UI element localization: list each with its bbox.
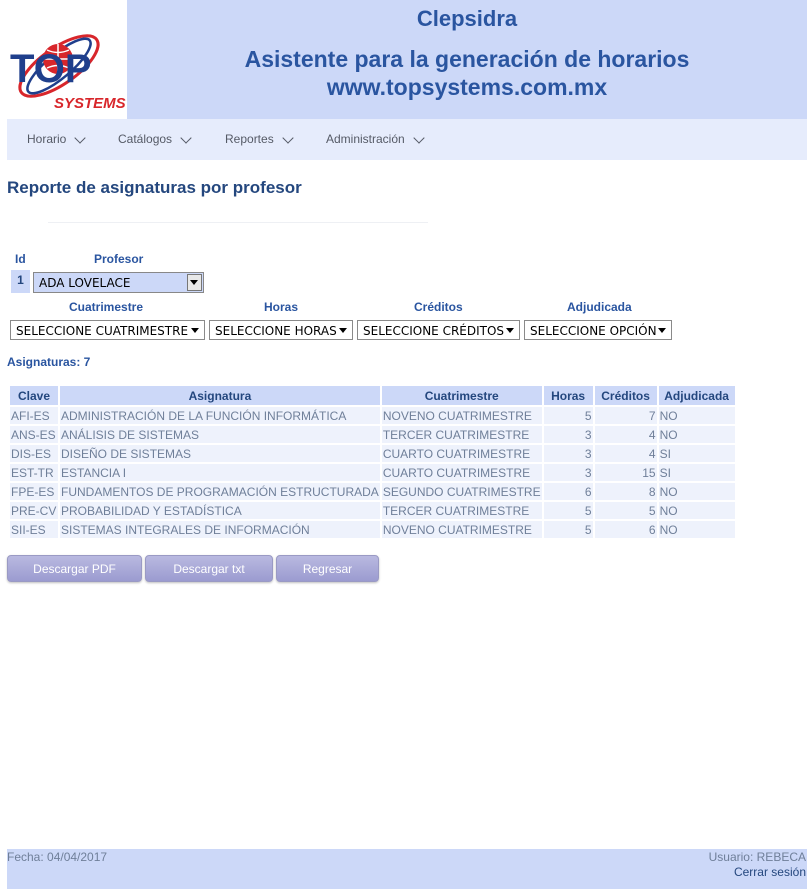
download-pdf-button[interactable]: Descargar PDF <box>7 555 142 582</box>
table-row <box>10 407 735 424</box>
profesor-id-value: 1 <box>11 270 30 293</box>
caret-down-icon <box>506 328 514 333</box>
cell-clave: SII-ES <box>10 521 58 538</box>
cell-adjudicada: NO <box>659 483 735 500</box>
cell-cuatrimestre: NOVENO CUATRIMESTRE <box>382 521 542 538</box>
cell-cuatrimestre: CUARTO CUATRIMESTRE <box>382 464 542 481</box>
svg-text:TOP: TOP <box>10 47 92 91</box>
cell-creditos: 5 <box>595 502 657 519</box>
asignaturas-count: Asignaturas: 7 <box>7 355 91 369</box>
cell-clave: AFI-ES <box>10 407 58 424</box>
nav-catalogos[interactable]: Catálogos <box>118 132 190 146</box>
cell-asignatura: SISTEMAS INTEGRALES DE INFORMACIÓN <box>60 521 380 538</box>
cell-cuatrimestre: TERCER CUATRIMESTRE <box>382 502 542 519</box>
cuatrimestre-select[interactable]: SELECCIONE CUATRIMESTRE <box>10 320 205 340</box>
cell-adjudicada: NO <box>659 426 735 443</box>
col-creditos: Créditos <box>595 386 657 405</box>
website-url: www.topsystems.com.mx <box>326 74 608 100</box>
profesor-dropdown-button[interactable] <box>187 274 202 291</box>
cell-creditos: 15 <box>595 464 657 481</box>
cell-adjudicada: NO <box>659 502 735 519</box>
app-title: Clepsidra <box>416 6 518 31</box>
subtitle-line-1: Asistente para la generación de horarios <box>244 46 690 72</box>
logout-link[interactable]: Cerrar sesión <box>733 865 806 879</box>
cell-adjudicada: NO <box>659 521 735 538</box>
cell-horas: 3 <box>544 464 593 481</box>
cell-asignatura: FUNDAMENTOS DE PROGRAMACIÓN ESTRUCTURADA <box>61 484 379 499</box>
nav-horario[interactable]: Horario <box>27 132 84 146</box>
cell-creditos: 6 <box>595 521 657 538</box>
cell-adjudicada: NO <box>659 407 735 424</box>
cell-asignatura: DISEÑO DE SISTEMAS <box>60 445 380 462</box>
cell-cuatrimestre: CUARTO CUATRIMESTRE <box>382 445 542 462</box>
creditos-label: Créditos <box>414 300 463 314</box>
cell-creditos: 4 <box>595 426 657 443</box>
cell-clave: ANS-ES <box>10 426 58 443</box>
cell-horas: 5 <box>544 407 593 424</box>
footer-user: Usuario: REBECA <box>708 850 806 864</box>
nav-reportes[interactable]: Reportes <box>225 132 292 146</box>
cell-clave: DIS-ES <box>10 445 58 462</box>
svg-text:SYSTEMS: SYSTEMS <box>54 95 126 112</box>
nav-administracion[interactable]: Administración <box>326 132 423 146</box>
cell-clave: PRE-CV <box>11 503 57 518</box>
chevron-down-icon <box>75 132 86 143</box>
table-row <box>10 445 735 462</box>
cell-clave: FPE-ES <box>10 483 58 500</box>
chevron-down-icon <box>413 132 424 143</box>
main-nav <box>7 119 807 160</box>
download-txt-button[interactable]: Descargar txt <box>145 555 273 582</box>
cell-asignatura: ESTANCIA I <box>60 464 380 481</box>
col-cuatrimestre: Cuatrimestre <box>382 386 542 405</box>
col-horas: Horas <box>544 386 593 405</box>
footer-date: Fecha: 04/04/2017 <box>7 850 108 864</box>
app-subtitle <box>127 45 807 101</box>
cell-horas: 6 <box>544 483 593 500</box>
table-row <box>10 464 735 481</box>
divider <box>48 222 428 223</box>
caret-down-icon <box>658 328 666 333</box>
cell-cuatrimestre: SEGUNDO CUATRIMESTRE <box>382 484 541 499</box>
chevron-down-icon <box>282 132 293 143</box>
adjudicada-select[interactable]: SELECCIONE OPCIÓN <box>524 320 672 340</box>
cell-cuatrimestre: TERCER CUATRIMESTRE <box>382 426 542 443</box>
profesor-select[interactable]: ADA LOVELACE <box>33 272 204 293</box>
cell-asignatura: ADMINISTRACIÓN DE LA FUNCIÓN INFORMÁTICA <box>60 407 380 424</box>
cell-asignatura: ANÁLISIS DE SISTEMAS <box>60 426 380 443</box>
cell-asignatura: PROBABILIDAD Y ESTADÍSTICA <box>60 502 380 519</box>
horas-select[interactable]: SELECCIONE HORAS <box>209 320 353 340</box>
cell-creditos: 8 <box>595 483 657 500</box>
cell-horas: 5 <box>544 502 593 519</box>
table-row <box>10 521 735 538</box>
id-label: Id <box>15 252 26 266</box>
cell-horas: 5 <box>544 521 593 538</box>
cell-creditos: 4 <box>595 445 657 462</box>
caret-down-icon <box>339 328 347 333</box>
profesor-label: Profesor <box>94 252 144 266</box>
cell-clave: EST-TR <box>10 464 58 481</box>
cell-cuatrimestre: NOVENO CUATRIMESTRE <box>382 407 542 424</box>
chevron-down-icon <box>180 132 191 143</box>
table-row <box>10 483 735 500</box>
horas-label: Horas <box>264 300 299 314</box>
table-row <box>10 502 735 519</box>
footer <box>7 849 807 889</box>
col-asignatura: Asignatura <box>60 386 380 405</box>
adjudicada-label: Adjudicada <box>567 300 632 314</box>
cell-horas: 3 <box>544 426 593 443</box>
col-adjudicada: Adjudicada <box>659 386 735 405</box>
topsystems-logo <box>7 0 127 119</box>
cell-adjudicada: SI <box>659 445 735 462</box>
cuatrimestre-label: Cuatrimestre <box>69 300 144 314</box>
table-header-row <box>10 386 735 405</box>
cell-horas: 3 <box>544 445 593 462</box>
cell-creditos: 7 <box>595 407 657 424</box>
asignaturas-table <box>8 384 737 540</box>
creditos-select[interactable]: SELECCIONE CRÉDITOS <box>357 320 520 340</box>
col-clave: Clave <box>10 386 58 405</box>
cell-adjudicada: SI <box>659 464 735 481</box>
back-button[interactable]: Regresar <box>276 555 379 582</box>
page-title: Reporte de asignaturas por profesor <box>7 178 302 197</box>
header-banner <box>7 0 807 119</box>
caret-down-icon <box>190 280 198 285</box>
caret-down-icon <box>191 328 199 333</box>
table-row <box>10 426 735 443</box>
